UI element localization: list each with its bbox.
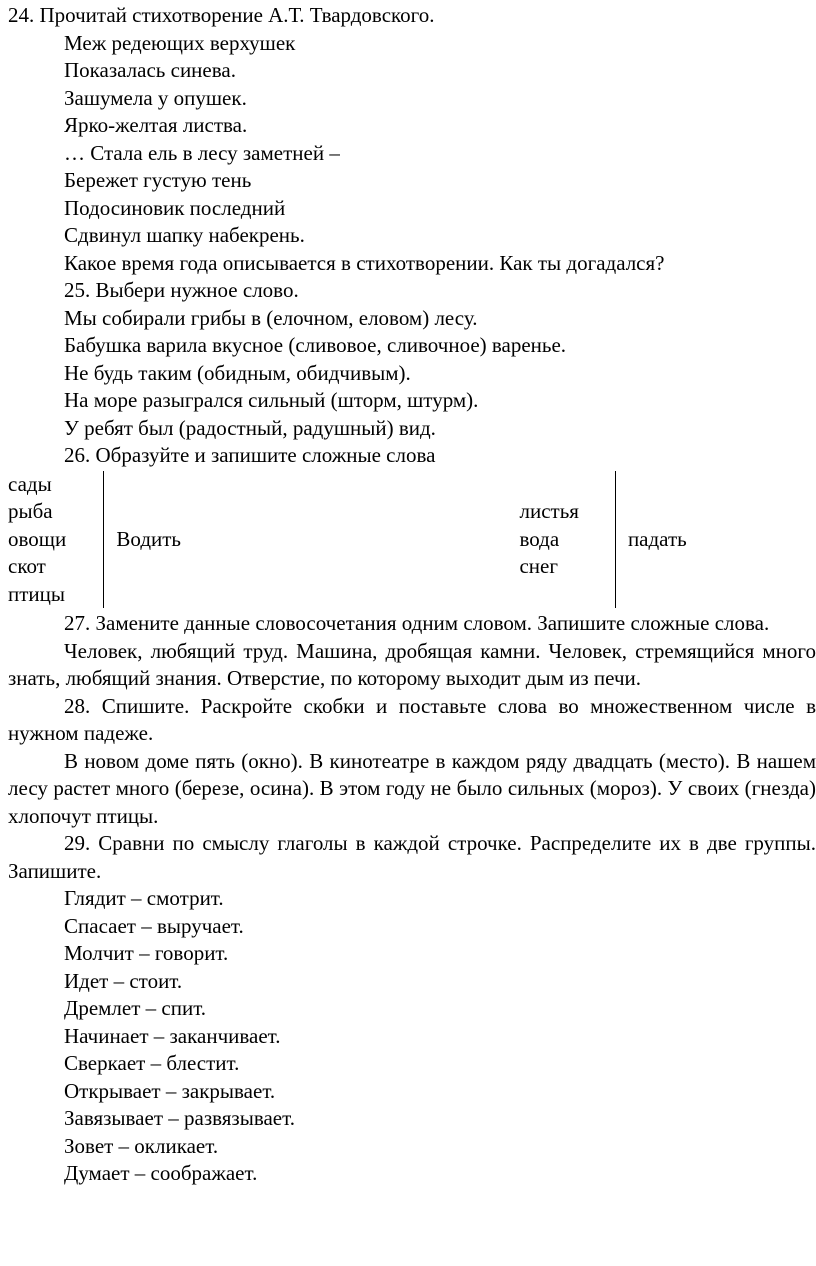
word: сады [8, 471, 52, 496]
verb-pair: Думает – соображает. [64, 1161, 258, 1185]
verb-pair: Зовет – окликает. [64, 1133, 219, 1158]
verb-pair: Завязывает – развязывает. [64, 1106, 295, 1130]
poem-line: … Стала ель в лесу заметней – [64, 140, 340, 165]
task25-heading: 25. Выбери нужное слово. [64, 278, 299, 302]
verb-pair: Сверкает – блестит. [64, 1051, 240, 1075]
word: снег [519, 554, 558, 578]
poem-line: Сдвинул шапку набекрень. [64, 223, 305, 247]
verb-pair: Спасает – выручает. [64, 913, 244, 938]
document-page [8, 2, 816, 1188]
root-word: падать [627, 526, 687, 551]
poem-line: Бережет густую тень [64, 168, 252, 192]
right-root-cell [615, 471, 816, 609]
verb-pair: Дремлет – спит. [64, 996, 207, 1020]
task28-sentences: В новом доме пять (окно). В кинотеатре в каждом ряду двадцать (место). В нашем лесу растет много (березе, осина). В этом году не было сильных (мороз). У своих (гнезда) хлопочут птицы. [8, 748, 816, 828]
word: листья [519, 499, 579, 523]
left-root-cell [104, 471, 508, 609]
task29-heading: 29. Сравни по смыслу глаголы в каждой строчке. Распределите их в две группы. Запишите. [8, 831, 816, 883]
poem-line: Подосиновик последний [64, 195, 286, 220]
root-word: Водить [116, 526, 182, 551]
task28-heading: 28. Спишите. Раскройте скобки и поставьте слова во множественном числе в нужном падеже. [8, 693, 816, 745]
poem-line: Ярко-желтая листва. [64, 113, 248, 137]
right-words-cell [507, 471, 615, 609]
verb-pair: Идет – стоит. [64, 968, 183, 993]
word: рыба [8, 499, 53, 523]
word: вода [519, 526, 560, 551]
task26-heading: 26. Образуйте и запишите сложные слова [64, 443, 436, 467]
word: птицы [8, 581, 66, 606]
task25-sentence: Мы собирали грибы в (елочном, еловом) лесу. [64, 305, 478, 330]
task25-sentence: Бабушка варила вкусное (сливовое, сливочное) варенье. [64, 333, 567, 357]
task25-sentence: Не будь таким (обидным, обидчивым). [64, 360, 411, 385]
verb-pair: Молчит – говорит. [64, 941, 229, 965]
task25-sentence: У ребят был (радостный, радушный) вид. [64, 415, 436, 440]
poem-line: Показалась синева. [64, 58, 236, 82]
task24-heading: 24. Прочитай стихотворение А.Т. Твардовского. [8, 3, 435, 27]
word: скот [8, 554, 46, 578]
task27-phrases: Человек, любящий труд. Машина, дробящая камни. Человек, стремящийся много знать, любящий знания. Отверстие, по которому выходит дым из печи. [8, 638, 816, 690]
verb-pair: Начинает – заканчивает. [64, 1023, 281, 1048]
word: овощи [8, 526, 67, 551]
verb-pair: Открывает – закрывает. [64, 1078, 276, 1103]
verb-pair: Глядит – смотрит. [64, 886, 224, 910]
task25-sentence: На море разыгрался сильный (шторм, штурм). [64, 388, 479, 412]
poem-line: Меж редеющих верхушек [64, 30, 296, 55]
left-words-cell [8, 471, 104, 609]
compound-words-table [8, 471, 816, 609]
task24-question: Какое время года описывается в стихотворении. Как ты догадался? [64, 250, 665, 275]
task27-heading: 27. Замените данные словосочетания одним словом. Запишите сложные слова. [64, 611, 770, 635]
poem-line: Зашумела у опушек. [64, 85, 247, 110]
